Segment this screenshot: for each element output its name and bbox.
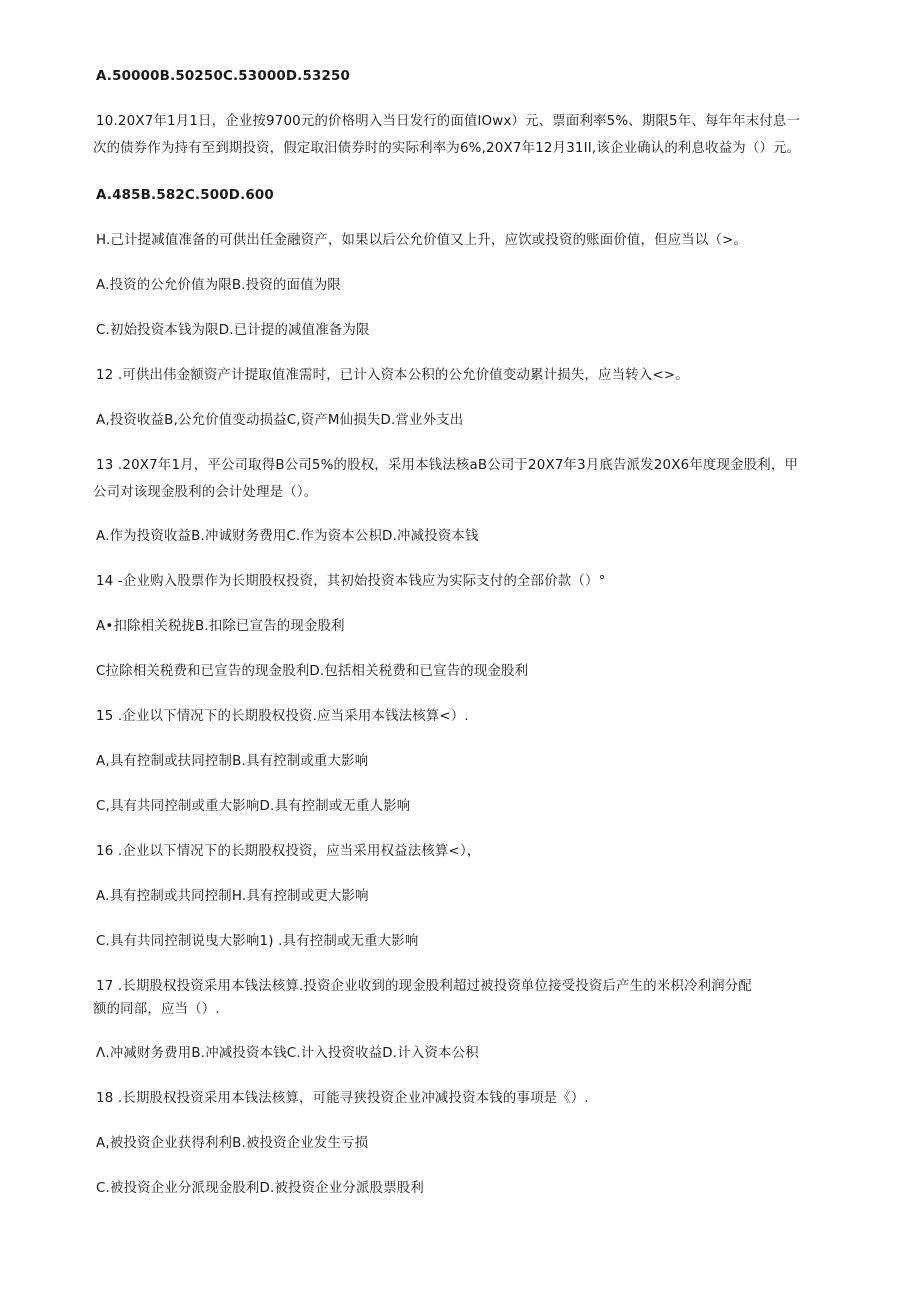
- question-10-line-1: 10.20X7年1月1日，企业按9700元的价格明入当日发行的面值lOwx）元、票面利率5%、期限5年、每年年末付息一: [96, 114, 801, 129]
- answer-options-q16-cd: C.具有共同控制说曳大影响1) .具有控制或无重大影响: [96, 934, 419, 949]
- answer-options-q14-cd: C拉除相关税费和已宣告的现金股利D.包括相关税费和已宣告的现金股利: [96, 664, 529, 679]
- question-11-text: H.己计提减值准备的可供出任金融资产，如果以后公允价值又上升，应饮或投资的账面价值，但应当以（>。: [96, 233, 748, 248]
- answer-options-q18-cd: C.被投资企业分派现金股利D.被投资企业分派股票股利: [96, 1181, 424, 1196]
- question-10-line-2: 次的债券作为持有至到期投资，假定取汨债券时的实际利率为6%,20X7年12月31II,该企业确认的利息收益为（）元。: [93, 141, 801, 156]
- answer-options-q15-cd: C,具有共同控制或重大影响D.具有控制或无重人影响: [96, 799, 411, 814]
- answer-options-q12: A,投资收益B,公允价值变动损益C,资产M仙损失D.営业外支出: [96, 413, 464, 428]
- question-16-text: 16 .企业以下情况下的长期股权投资，应当采用权益法核算<），: [96, 844, 481, 859]
- answer-options-q9: A.50000B.50250C.53000D.53250: [96, 69, 351, 84]
- answer-options-q10: A.485B.582C.500D.600: [96, 188, 274, 203]
- answer-options-q16-ab: A.具有控制或共同控制H.具有控制或更大影响: [96, 889, 369, 904]
- answer-options-q14-ab: A•扣除相关税拢B.扣除已宣告的现金股利: [96, 619, 345, 634]
- question-17-line-2: 额的同部，应当（）.: [93, 1002, 220, 1017]
- answer-options-q15-ab: A,具有控制或扶同控制B.具有控制或重大影响: [96, 754, 369, 769]
- answer-options-q18-ab: A,被投资企业获得利利B.被投资企业发生亏损: [96, 1136, 369, 1151]
- answer-options-q11-ab: A.投资的公允价值为限B.投资的面值为限: [96, 278, 341, 293]
- question-14-text: 14 -企业购入股票作为长期股权投资，其初始投资本钱应为实际支付的全部价款（）°: [96, 574, 606, 589]
- question-13-line-1: 13 .20X7年1月，平公司取得B公司5%的股权，采用本钱法核aB公司于20X7年3月底告派发20X6年度现金股利，甲: [96, 458, 799, 473]
- question-17-line-1: 17 .长期股权投资采用本钱法核算.投资企业收到的现金股利超过被投资单位接受投资后产生的米枳冷利润分配: [96, 979, 752, 994]
- question-18-text: 18 .长期股权投资采用本钱法核算，可能寻狭投资企业冲减投资本钱的事项是《）.: [96, 1091, 589, 1106]
- answer-options-q17: Λ.冲减财务费用B.冲减投资本钱C.计入投资收益D.计入资本公积: [96, 1046, 479, 1061]
- question-13-line-2: 公司对该现金股利的会计处理是（）。: [93, 485, 318, 500]
- question-12-text: 12 .可供出伟金额资产计提取值准需时，已计入资本公积的公允价值变动累计损失，应当转入<>。: [96, 368, 689, 383]
- question-15-text: 15 .企业以下情况下的长期股权投资.应当采用本钱法核算<）.: [96, 709, 469, 724]
- answer-options-q13: A.作为投资收益B.冲诚财务费用C.作为资本公枳D.冲减投资本钱: [96, 529, 479, 544]
- answer-options-q11-cd: C.初始投资本钱为限D.已计提的减值准备为限: [96, 323, 370, 338]
